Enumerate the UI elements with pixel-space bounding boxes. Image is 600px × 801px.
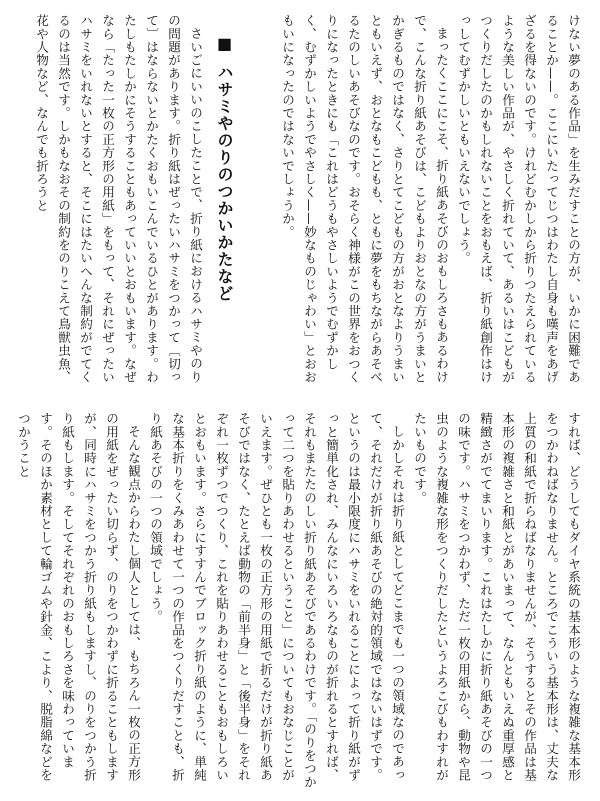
- section-heading-title: ハサミやのりのつかいかたなど: [215, 64, 234, 302]
- paragraph: けない夢のある作品」を生みだすことの方が、いかに困難であることか——。ここにいたってじつはわたし自身も嘆声をあげざるを得ないのです。けれどむかしから折りつたえられているような美しい作品が、やさしく折れていて、あるいはこどもがつくりだしたのかもしれないことをおもえば、折り紙創作はけっしてむずかしいともいえないでしょう。: [456, 14, 581, 384]
- paragraph: さいごにいいのこしたことで、折り紙におけるハサミやのりの問題があります。折り紙はぜったいハサミをつかって〔切って〕はならないとかたくおもいこんでいるひとがあります。わたしもたしかにそうすることもあっていいとおもいます。なぜなら「たった一枚の正方形の用紙」をもって、それにぜったいハサミをいれないとすると、そこにはたいへんな制約がでてくるのは当然です。しかもなおその制約をのりこえて鳥獣虫魚、花や人物など、なんでも折ろうと: [34, 14, 203, 384]
- section-heading: [209, 34, 239, 364]
- paragraph: まったくここにこそ、折り紙あそびのおもしろさもあるわけで、こんな折り紙あそびは、こどもよりおとなの方がうまいとかぎるものではなく、さりとてこどもの方がおとなよりうまいともいえず、おとなもこどもも、ともに夢をもちながらあそべるたのしいあそびなのです。おそらく神様がこの世界をおつくりになったときにも「これはどうもやさしいようでむずかしく、むずかしいようでやさしく——妙なものじゃわい」とおおもいになったのではないでしょうか。: [280, 14, 449, 384]
- upper-left-text-column: [18, 14, 206, 384]
- paragraph: そんな観点からわたし個人としては、もちろん一枚の正方形の用紙をぜったい切らず、のりをつかわずに折ることもしますが、同時にハサミをつかう折り紙もしますし、のりをつかう折り紙もします。そしてそれぞれのおもしろさを味わっています。そのほか素材として輪ゴムや針金、こより、脱脂綿などをつかうこと: [16, 412, 141, 782]
- square-bullet-icon: ■: [215, 34, 234, 54]
- paragraph: すれば、どうしてもダイヤ系統の基本形のような複雑な基本形をつかわねばなりません。ところでこういう基本形は、丈夫な上質の和紙で折らねばなりませんが、そうするとその作品は基本形の複雑さと和紙とがあいまって、なんともいえぬ重厚感と精緻さがでてまいります。これはたしかに折り紙あそびの一つの味です。ハサミをつかわず、ただ一枚の用紙から、動物や昆虫のような複雑な形をつくりだしたというよろこびもわすれがたいものです。: [412, 412, 581, 782]
- paragraph: しかしそれは折り紙としてどこまでも一つの領域なのであって、それだけが折り紙あそびの絶対的領域ではないはずです。というのは最小限度にハサミをいれることによって折り紙がずっと簡単化され、みんなにいろいろなものが折れるとすれば、それもまたたのしい折り紙あそびであるわけです。「のりをつかって二つを貼りあわせるということ」についてもおなじことがいえます。ぜひとも一枚の正方形の用紙で折るだけが折り紙あそびではなく、たとえば動物の「前半身」と「後半身」をそれぞれ一枚ずつでつくり、これを貼りあわせることもおもしろいとおもいます。さらにすすんでブロック折り紙のように、単純な基本折りをくみあわせて一つの作品をつくりだすことも、折り紙あそびの一つの領域でしょう。: [148, 412, 405, 789]
- lower-text-column: [18, 412, 584, 790]
- upper-right-text-column: [280, 14, 584, 384]
